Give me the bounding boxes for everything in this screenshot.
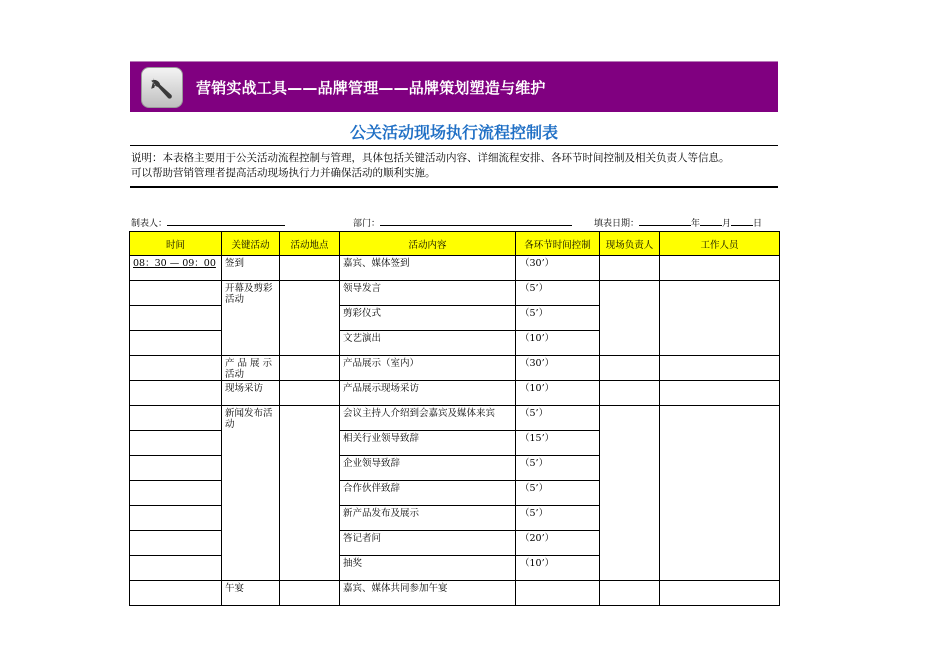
- activity-content-cell: [340, 406, 516, 431]
- time-cell[interactable]: [130, 331, 222, 356]
- table-row: [130, 406, 780, 431]
- activity-content-cell: [340, 381, 516, 406]
- site-manager-cell[interactable]: [600, 406, 660, 581]
- time-cell[interactable]: [130, 556, 222, 581]
- activity-content: 企业领导致辞: [343, 458, 401, 469]
- activity-content-cell: [340, 456, 516, 481]
- wrench-icon: [141, 67, 183, 108]
- duration-value: （5’）: [520, 483, 549, 494]
- process-table: [129, 231, 780, 606]
- column-header: 工作人员: [660, 232, 780, 256]
- time-cell[interactable]: [130, 531, 222, 556]
- activity-content: 会议主持人介绍到会嘉宾及媒体来宾: [343, 408, 496, 419]
- activity-content: 合作伙伴致辞: [343, 483, 401, 494]
- date-field: [594, 216, 762, 229]
- activity-content: 领导发言: [343, 283, 382, 294]
- description-line: 说明：本表格主要用于公关活动流程控制与管理，具体包括关键活动内容、详细流程安排、各环节时间控制及相关负责人等信息。: [131, 152, 730, 164]
- key-activity-cell: [222, 256, 280, 281]
- activity-content: 文艺演出: [343, 333, 382, 344]
- time-control-cell: [516, 431, 600, 456]
- table-row: [130, 381, 780, 406]
- staff-cell[interactable]: [660, 406, 780, 581]
- year-label: 年: [691, 219, 701, 229]
- table-row: [130, 356, 780, 381]
- time-control-cell: [516, 406, 600, 431]
- time-control-cell: [516, 281, 600, 306]
- key-activity-label: 新闻发布活动: [225, 408, 273, 430]
- duration-value: （10’）: [520, 558, 555, 569]
- site-manager-cell[interactable]: [600, 256, 660, 281]
- time-control-cell: [516, 456, 600, 481]
- time-cell[interactable]: [130, 356, 222, 381]
- key-activity-label: 午宴: [225, 583, 245, 594]
- duration-value: （30’）: [520, 258, 555, 269]
- duration-value: [516, 581, 599, 583]
- time-cell[interactable]: [130, 431, 222, 456]
- key-activity-label: 现场采访: [225, 383, 264, 394]
- table-row: [130, 581, 780, 606]
- time-cell[interactable]: [130, 481, 222, 506]
- duration-value: （10’）: [520, 383, 555, 394]
- maker-input[interactable]: [167, 216, 285, 226]
- activity-content: 相关行业领导致辞: [343, 433, 420, 444]
- time-control-cell: [516, 331, 600, 356]
- key-activity-cell: [222, 406, 280, 581]
- activity-content-cell: [340, 506, 516, 531]
- activity-content-cell: [340, 581, 516, 606]
- column-header: 关键活动: [222, 232, 280, 256]
- time-cell[interactable]: [130, 506, 222, 531]
- duration-value: （20’）: [520, 533, 555, 544]
- duration-value: （5’）: [520, 508, 549, 519]
- activity-content: 产品展示现场采访: [343, 383, 420, 394]
- activity-content: 剪彩仪式: [343, 308, 382, 319]
- activity-content-cell: [340, 356, 516, 381]
- divider: [130, 145, 778, 146]
- time-control-cell: [516, 581, 600, 606]
- maker-field: [131, 216, 285, 229]
- key-activity-cell: [222, 381, 280, 406]
- time-cell[interactable]: [130, 581, 222, 606]
- time-cell[interactable]: [130, 256, 222, 281]
- activity-content-cell: [340, 331, 516, 356]
- duration-value: （5’）: [520, 308, 549, 319]
- location-cell[interactable]: [280, 381, 340, 406]
- table-header-row: [130, 232, 780, 256]
- activity-content-cell: [340, 256, 516, 281]
- activity-content-cell: [340, 306, 516, 331]
- activity-content-cell: [340, 531, 516, 556]
- activity-content: 答记者问: [343, 533, 382, 544]
- date-label: 填表日期：: [594, 219, 640, 229]
- page-title: 公关活动现场执行流程控制表: [349, 123, 558, 142]
- key-activity-cell: [222, 281, 280, 356]
- time-cell[interactable]: [130, 406, 222, 431]
- time-cell[interactable]: [130, 456, 222, 481]
- activity-content: 抽奖: [343, 558, 363, 569]
- key-activity-label: 产 品 展 示 活动: [225, 358, 273, 380]
- time-control-cell: [516, 531, 600, 556]
- time-control-cell: [516, 306, 600, 331]
- column-header: 活动地点: [280, 232, 340, 256]
- time-control-cell: [516, 481, 600, 506]
- duration-value: （5’）: [520, 408, 549, 419]
- table-row: [130, 281, 780, 306]
- banner-title: 营销实战工具——品牌管理——品牌策划塑造与维护: [196, 79, 546, 97]
- site-manager-cell[interactable]: [600, 581, 660, 606]
- time-cell[interactable]: [130, 306, 222, 331]
- description: [131, 151, 779, 181]
- department-label: 部门：: [353, 219, 381, 229]
- location-cell[interactable]: [280, 256, 340, 281]
- column-header: 时间: [130, 232, 222, 256]
- activity-content-cell: [340, 431, 516, 456]
- site-manager-cell[interactable]: [600, 381, 660, 406]
- time-cell[interactable]: [130, 281, 222, 306]
- staff-cell[interactable]: [660, 256, 780, 281]
- description-line: 可以帮助营销管理者提高活动现场执行力并确保活动的顺利实施。: [131, 167, 436, 179]
- department-field: [353, 216, 572, 229]
- activity-content-cell: [340, 556, 516, 581]
- time-control-cell: [516, 556, 600, 581]
- maker-label: 制表人：: [131, 219, 168, 229]
- time-control-cell: [516, 356, 600, 381]
- table-row: [130, 256, 780, 281]
- day-input[interactable]: [731, 216, 753, 226]
- key-activity-cell: [222, 356, 280, 381]
- duration-value: （5’）: [520, 283, 549, 294]
- staff-cell[interactable]: [660, 581, 780, 606]
- staff-cell[interactable]: [660, 381, 780, 406]
- staff-cell[interactable]: [660, 356, 780, 381]
- key-activity-label: 开幕及剪彩活动: [225, 283, 273, 305]
- location-cell[interactable]: [280, 406, 340, 581]
- month-label: 月: [722, 219, 732, 229]
- header-banner: [130, 61, 778, 112]
- column-header: 现场负责人: [600, 232, 660, 256]
- activity-content-cell: [340, 281, 516, 306]
- key-activity-label: 签到: [225, 258, 245, 269]
- time-control-cell: [516, 506, 600, 531]
- duration-value: （15’）: [520, 433, 555, 444]
- staff-cell[interactable]: [660, 281, 780, 356]
- time-cell[interactable]: [130, 381, 222, 406]
- time-control-cell: [516, 256, 600, 281]
- department-input[interactable]: [380, 216, 572, 226]
- activity-content: 嘉宾、媒体共同参加午宴: [343, 583, 448, 594]
- day-label: 日: [753, 219, 763, 229]
- site-manager-cell[interactable]: [600, 281, 660, 356]
- location-cell[interactable]: [280, 581, 340, 606]
- site-manager-cell[interactable]: [600, 356, 660, 381]
- month-input[interactable]: [700, 216, 722, 226]
- column-header: 各环节时间控制: [516, 232, 600, 256]
- location-cell[interactable]: [280, 281, 340, 356]
- column-header: 活动内容: [340, 232, 516, 256]
- year-input[interactable]: [639, 216, 691, 226]
- location-cell[interactable]: [280, 356, 340, 381]
- duration-value: （5’）: [520, 458, 549, 469]
- activity-content: 产品展示（室内）: [343, 358, 420, 369]
- time-value: 08：30 — 09：00: [133, 258, 216, 269]
- activity-content-cell: [340, 481, 516, 506]
- divider: [130, 186, 778, 188]
- duration-value: （30’）: [520, 358, 555, 369]
- duration-value: （10’）: [520, 333, 555, 344]
- activity-content: 新产品发布及展示: [343, 508, 420, 519]
- activity-content: 嘉宾、媒体签到: [343, 258, 410, 269]
- key-activity-cell: [222, 581, 280, 606]
- time-control-cell: [516, 381, 600, 406]
